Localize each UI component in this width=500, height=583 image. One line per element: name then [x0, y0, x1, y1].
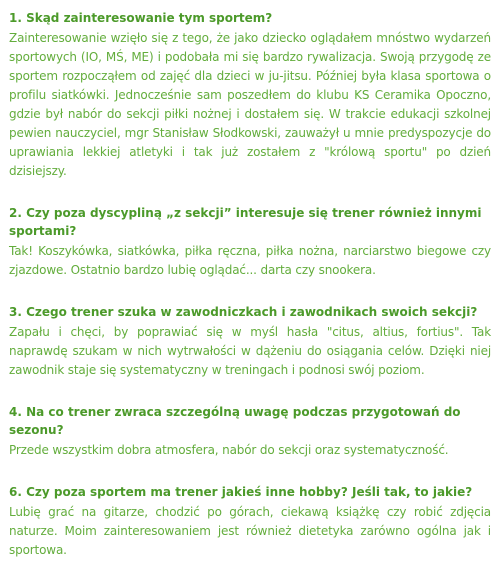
question-1: 1. Skąd zainteresowanie tym sportem? [9, 11, 273, 25]
question-2: 2. Czy poza dyscypliną „z sekcji” interesuje się trener również innymi sportami? [9, 206, 482, 238]
qa-item-3 [9, 303, 491, 380]
interview-document [9, 9, 491, 583]
question-5: 6. Czy poza sportem ma trener jakieś inne hobby? Jeśli tak, to jakie? [9, 485, 473, 499]
answer-5: Lubię grać na gitarze, chodzić po górach, ciekawą książkę czy robić zdjęcia naturze. Moim zainteresowaniem jest również dietetyka zarówno ogólna jak i sportowa. [9, 505, 491, 557]
qa-item-2 [9, 204, 491, 280]
qa-item-4 [9, 403, 491, 460]
question-3: 3. Czego trener szuka w zawodniczkach i zawodnikach swoich sekcji? [9, 305, 478, 319]
qa-item-1 [9, 9, 491, 181]
answer-2: Tak! Koszykówka, siatkówka, piłka ręczna, piłka nożna, narciarstwo biegowe czy zjazdowe. Ostatnio bardzo lubię oglądać... darta czy snookera. [9, 244, 491, 277]
answer-3: Zapału i chęci, by poprawiać się w myśl hasła "citus, altius, fortius". Tak naprawdę szukam w nich wytrwałości w dążeniu do osiągania celów. Dzięki niej zawodnik staje się systematyczny w treningach i podnosi swój poziom. [9, 325, 491, 377]
answer-1: Zainteresowanie wzięło się z tego, że jako dziecko oglądałem mnóstwo wydarzeń sportowych (IO, MŚ, ME) i podobała mi się bardzo rywalizacja. Swoją przygodę ze sportem rozpocząłem od zajęć dla dzieci w ju-jitsu. Później była klasa sportowa o profilu siatkówki. Jednocześnie sam poszedłem do klubu KS Ceramika Opoczno, gdzie był nabór do sekcji piłki nożnej i dostałem się. W trakcie edukacji szkolnej pewien nauczyciel, mgr Stanisław Słodkowski, zauważył u mnie predyspozycje do uprawiania lekkiej atletyki i tak już zostałem z "królową sportu" po dzień dzisiejszy. [9, 31, 491, 178]
qa-item-5 [9, 483, 491, 560]
question-4: 4. Na co trener zwraca szczególną uwagę podczas przygotowań do sezonu? [9, 405, 461, 437]
answer-4: Przede wszystkim dobra atmosfera, nabór do sekcji oraz systematyczność. [9, 443, 449, 457]
